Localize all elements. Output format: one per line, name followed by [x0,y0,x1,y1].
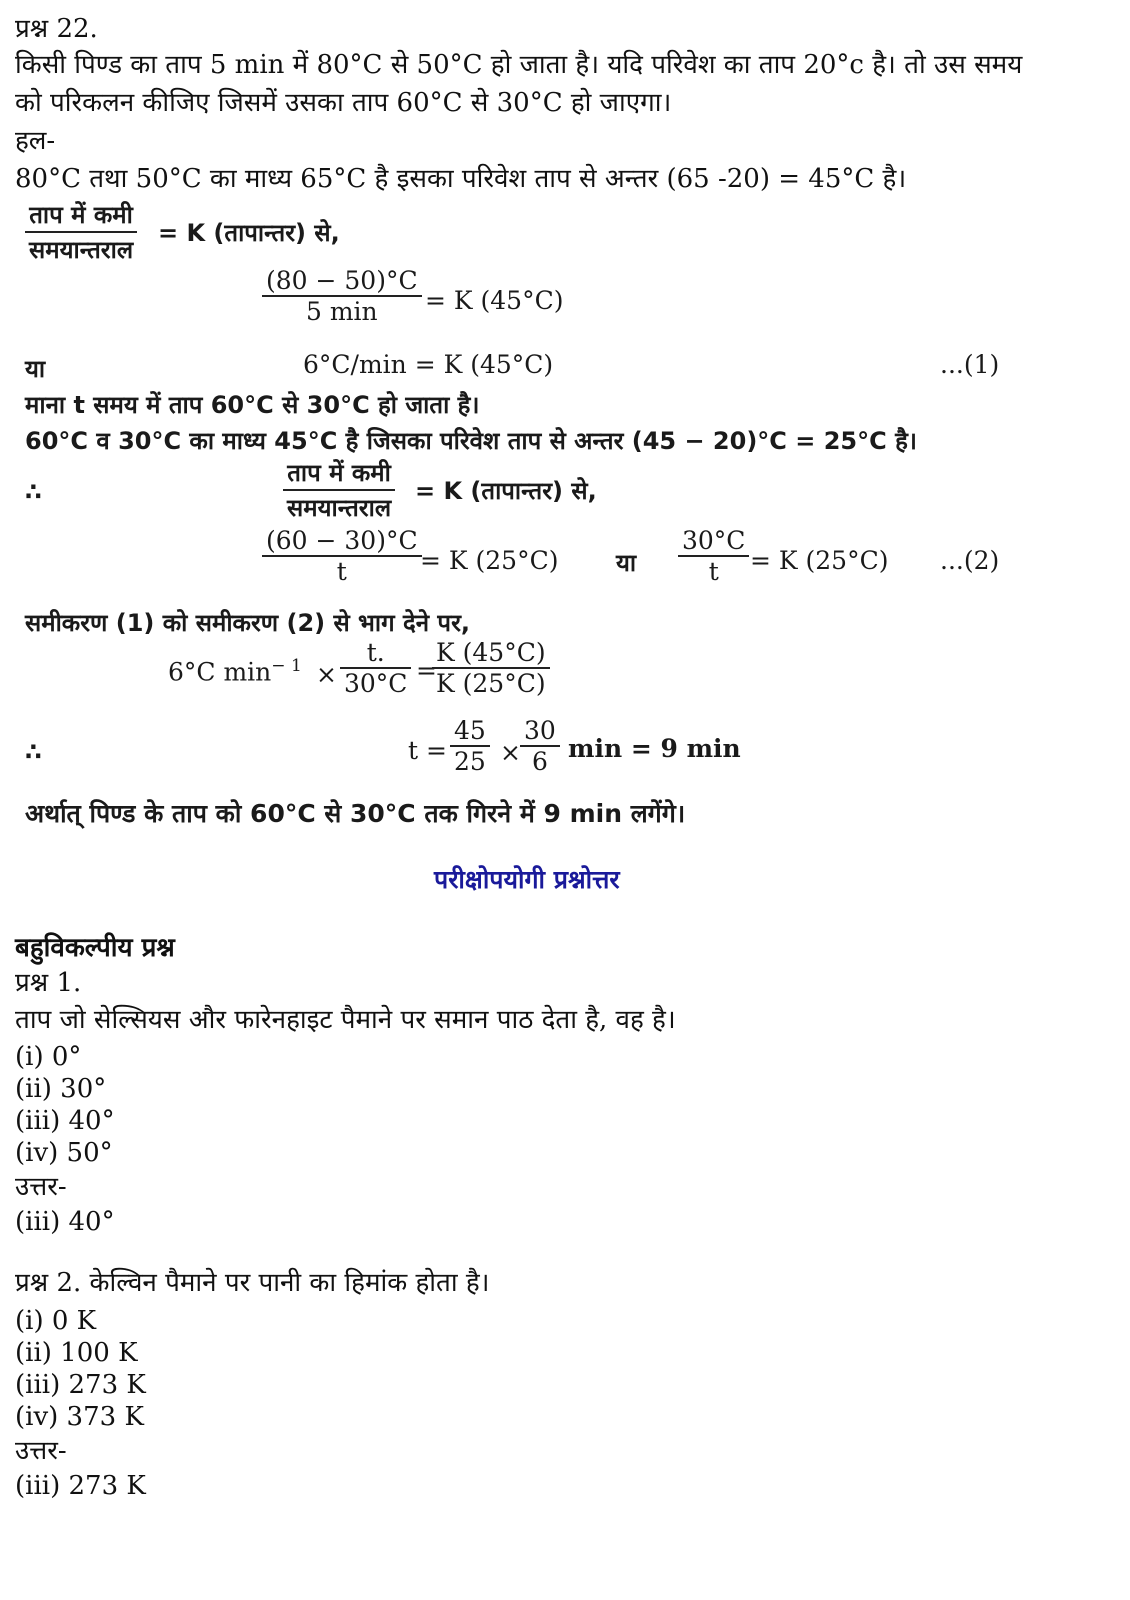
therefore-symbol-1: ∴ [25,478,42,506]
question-1-text: ताप जो सेल्सियस और फारेनहाइट पैमाने पर समान पाठ देता है, वह है। [15,1005,676,1035]
equation-a-fraction [262,266,422,326]
question-22-line-1: किसी पिण्ड का ताप 5 min में 80°C से 50°C हो जाता है। यदि परिवेश का ताप 20°c है। तो उस समय [15,50,1023,80]
fraction-numerator: 30 [520,716,560,747]
fraction-numerator: (60 − 30)°C [262,526,422,557]
fraction-denominator: K (25°C) [436,669,546,698]
equation-e-base: 6°C min [168,657,272,687]
equation-e-fraction-2 [432,638,550,698]
question-2-option-3: (iii) 273 K [15,1370,146,1400]
fraction-numerator: ताप में कमी [25,198,137,233]
equation-e-times: × [316,660,337,689]
equation-e-exponent: − 1 [271,656,302,676]
divide-equations-line: समीकरण (1) को समीकरण (2) से भाग देने पर, [25,609,471,637]
fraction-numerator: 45 [450,716,490,747]
fraction-denominator: 6 [531,747,548,776]
equation-a-rhs: = K (45°C) [425,286,564,315]
fraction-denominator: समयान्तराल [287,494,392,522]
fraction-rhs-1: = K (तापान्तर) से, [158,219,340,247]
equation-f-result: min = 9 min [568,734,741,763]
fraction-denominator: t [708,557,719,586]
fraction-numerator: t. [340,638,411,669]
equation-d-rhs: = K (25°C) [750,546,889,575]
fraction-denominator: t [336,557,347,586]
equation-f-fraction-2 [520,716,560,776]
mean-temperature-line: 80°C तथा 50°C का माध्य 65°C है इसका परिवेश ताप से अन्तर (65 -20) = 45°C है। [15,164,907,194]
question-1-option-3: (iii) 40° [15,1106,115,1136]
fraction-rhs-2: = K (तापान्तर) से, [415,477,597,505]
question-1-label: प्रश्न 1. [15,968,82,998]
question-2-text: प्रश्न 2. केल्विन पैमाने पर पानी का हिमांक होता है। [15,1268,490,1298]
fraction-numerator: K (45°C) [432,638,550,669]
therefore-symbol-2: ∴ [25,738,42,766]
solution-label: हल- [15,126,56,156]
equation-c-rhs: = K (25°C) [420,546,559,575]
equation-f-times: × [500,738,521,767]
equation-e-equals: = [416,656,437,685]
fraction-numerator: ताप में कमी [283,456,395,491]
fraction-numerator: 30°C [678,526,749,557]
fraction-denominator: 5 min [305,297,378,326]
equation-f-lhs: t = [408,736,447,765]
equation-e-fraction-1 [340,638,411,698]
fraction-denominator: 30°C [344,669,408,698]
exam-questions-heading: परीक्षोपयोगी प्रश्नोत्तर [434,865,620,894]
question-1-option-1: (i) 0° [15,1042,82,1072]
mcq-heading: बहुविकल्पीय प्रश्न [15,933,175,963]
fraction-denominator: 25 [454,747,486,776]
fraction-temperature-drop-1 [25,198,137,266]
equation-2-tag: ...(2) [940,546,1000,575]
question-1-answer: (iii) 40° [15,1207,115,1237]
equation-d-fraction [678,526,749,586]
equation-b: 6°C/min = K (45°C) [303,350,554,379]
equation-e-lhs [168,656,302,686]
equation-f-fraction-1 [450,716,490,776]
question-2-answer: (iii) 273 K [15,1471,146,1501]
equation-c-fraction [262,526,422,586]
conclusion-line: अर्थात् पिण्ड के ताप को 60°C से 30°C तक गिरने में 9 min लगेंगे। [25,799,686,828]
question-1-option-2: (ii) 30° [15,1074,107,1104]
assumption-line: माना t समय में ताप 60°C से 30°C हो जाता है। [25,391,480,419]
question-2-answer-label: उत्तर- [15,1436,67,1466]
question-1-answer-label: उत्तर- [15,1172,67,1202]
fraction-denominator: समयान्तराल [29,236,134,264]
fraction-temperature-drop-2 [283,456,395,524]
question-1-option-4: (iv) 50° [15,1138,113,1168]
mean-temperature-line-2: 60°C व 30°C का माध्य 45°C है जिसका परिवेश ताप से अन्तर (45 − 20)°C = 25°C है। [25,427,917,455]
question-22-label: प्रश्न 22. [15,14,98,44]
equation-1-tag: ...(1) [940,350,1000,379]
question-22-line-2: को परिकलन कीजिए जिसमें उसका ताप 60°C से 30°C हो जाएगा। [15,88,672,118]
or-label: या [25,355,46,383]
question-2-option-2: (ii) 100 K [15,1338,138,1368]
question-2-option-4: (iv) 373 K [15,1402,144,1432]
or-label-2: या [616,549,637,577]
question-2-option-1: (i) 0 K [15,1306,97,1336]
fraction-numerator: (80 − 50)°C [262,266,422,297]
